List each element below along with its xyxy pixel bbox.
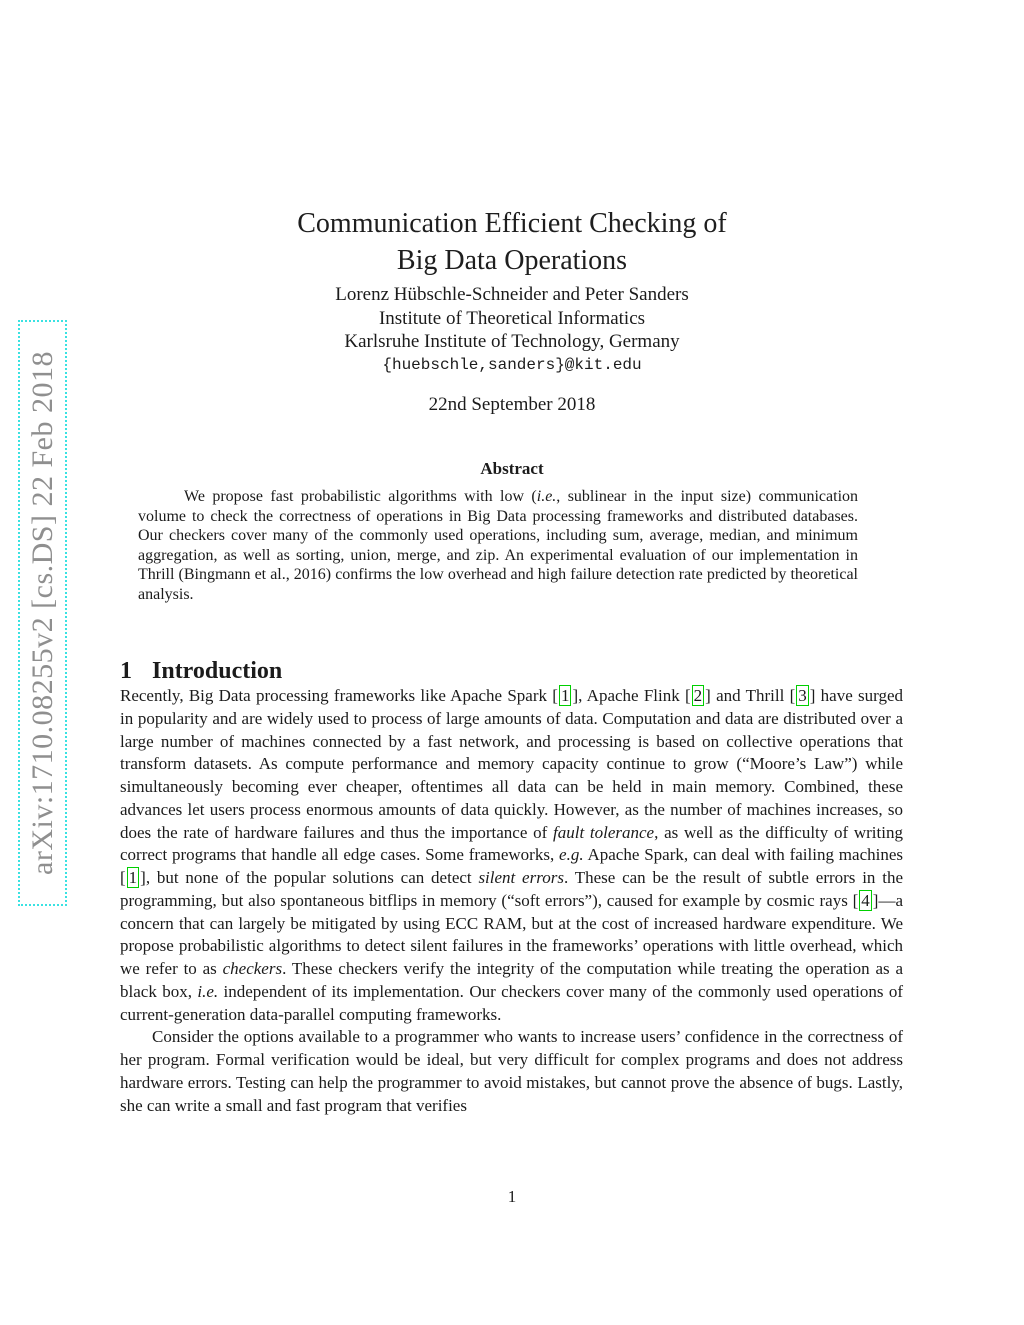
- text-run: checkers: [222, 959, 283, 978]
- paper-title-line2: Big Data Operations: [396, 244, 628, 276]
- author-names: Lorenz Hübschle-Schneider and Peter Sanders: [335, 284, 689, 305]
- text-run: , sublinear in the input size) communication volume to check the correctness of operations in Big Data processing frameworks and distributed databases. Our checkers cover many of the commonly used operations, including sum, average, median, and minimum aggregation, as well as sorting, union, merge, and zip. An experimental evaluation of our implementation in Thrill (Bingmann et al., 2016) confirms the low overhead and high failure detection rate predicted by theoretical analysis.: [138, 488, 859, 603]
- text-run: and Thrill: [710, 686, 790, 705]
- section-title: Introduction: [152, 657, 283, 684]
- author-block: [0, 283, 1024, 377]
- text-run: Recently, Big Data processing frameworks like Apache Spark: [120, 686, 553, 705]
- text-run: independent of its implementation. Our checkers cover many of the commonly used operations of current-generation data-parallel computing frameworks.: [120, 981, 903, 1024]
- page-number: 1: [507, 1187, 517, 1206]
- affiliation-line-1: Institute of Theoretical Informatics: [378, 307, 646, 329]
- introduction-body: [120, 685, 903, 1117]
- author-emails: {huebschle,sanders}@kit.edu: [382, 355, 642, 374]
- text-run: . These can be the result of subtle errors in the programming, but also spontaneous bitflips in memory (“soft errors”), caused for example by cosmic rays: [120, 868, 903, 910]
- text-run: silent errors: [478, 868, 564, 887]
- citation-ref[interactable]: 1: [560, 686, 570, 705]
- paper-title: [0, 205, 1024, 279]
- section-number: 1: [120, 657, 132, 684]
- text-run: have surged in popularity and are widely used to process of large amounts of data. Computation and data are distributed over a large number of machines connected by a fast network, and processing is based on collective operations that transform datasets. As compute performance and memory capacity continue to grow (“Moore’s Law”) while simultaneously becoming ever cheaper, oftentimes all data can be held in main memory. Combined, these advances let users process enormous amounts of data quickly. However, as the number of machines increases, so does the rate of hardware failures and thus the importance of: [120, 686, 904, 842]
- text-run: —a concern that can largely be mitigated by using ECC RAM, but at the cost of increased hardware expenditure. We propose probabilistic algorithms to detect silent failures in the frameworks’ operations with little overhead, which we refer to as: [120, 890, 903, 978]
- citation-ref[interactable]: 2: [693, 686, 703, 705]
- text-run: i.e.: [536, 488, 557, 505]
- abstract-body: [138, 487, 858, 604]
- text-run: i.e.: [197, 981, 219, 1001]
- text-run: , Apache Flink: [578, 686, 685, 705]
- abstract-paragraph: [138, 487, 858, 604]
- paper-date: 22nd September 2018: [428, 394, 596, 415]
- text-run: Apache Spark, can deal with failing machines: [583, 845, 903, 865]
- paper-title-line1: Communication Efficient Checking of: [297, 207, 727, 239]
- intro-paragraph-2: Consider the options available to a programmer who wants to increase users’ confidence in the correctness of her program. Formal verification would be ideal, but very difficult for complex programs and does not address hardware errors. Testing can help the programmer to avoid mistakes, but cannot prove the absence of bugs. Lastly, she can write a small and fast program that verifies: [120, 1027, 903, 1115]
- arxiv-id-text: arXiv:1710.08255v2 [cs.DS] 22 Feb 2018: [25, 351, 59, 875]
- citation-ref[interactable]: 4: [861, 890, 870, 910]
- text-run: , but none of the popular solutions can detect: [145, 868, 479, 887]
- affiliation-line-2: Karlsruhe Institute of Technology, Germany: [344, 331, 680, 352]
- text-run: e.g.: [559, 845, 584, 865]
- text-run: , as well as the difficulty of writing correct programs that handle all edge cases. Some frameworks,: [120, 822, 903, 865]
- abstract-heading: Abstract: [480, 459, 544, 478]
- text-run: We propose fast probabilistic algorithms with low (: [184, 488, 537, 505]
- citation-ref[interactable]: 3: [798, 686, 807, 705]
- text-run: fault tolerance: [553, 822, 655, 842]
- text-run: . These checkers verify the integrity of the computation while treating the operation as a black box,: [120, 959, 903, 1001]
- section-heading-introduction: [120, 658, 282, 685]
- citation-ref[interactable]: 1: [128, 868, 138, 887]
- intro-paragraph-1: Recently, Big Data processing frameworks like Apache Spark [ 1 ], Apache Flink [ 2 ] and Thrill [ 3 ] have surged in popularity and are widely used to process of large amounts of data. Computation and data are distributed over a large number of machines connected by a fast network, and processing is based on collective operations that transform datasets. As compute performance and memory capacity continue to grow (“Moore’s Law”) while simultaneously becoming ever cheaper, oftentimes all data can be held in main memory. Combined, these advances let users process enormous amounts of data quickly. However, as the number of machines increases, so does the rate of hardware failures and thus the importance of fault tolerance, as well as the difficulty of writing correct programs that handle all edge cases. Some frameworks, e.g. Apache Spark, can deal with failing machines [ 1 ], but none of the popular solutions can detect silent errors. These can be the result of subtle errors in the programming, but also spontaneous bitflips in memory (“soft errors”), caused for example by cosmic rays [ 4 ]—a concern that can largely be mitigated by using ECC RAM, but at the cost of increased hardware expenditure. We propose probabilistic algorithms to detect silent failures in the frameworks’ operations with little overhead, which we refer to as checkers. These checkers verify the integrity of the computation while treating the operation as a black box, i.e. independent of its implementation. Our checkers cover many of the commonly used operations of current-generation data-parallel computing frameworks.: [120, 686, 904, 1024]
